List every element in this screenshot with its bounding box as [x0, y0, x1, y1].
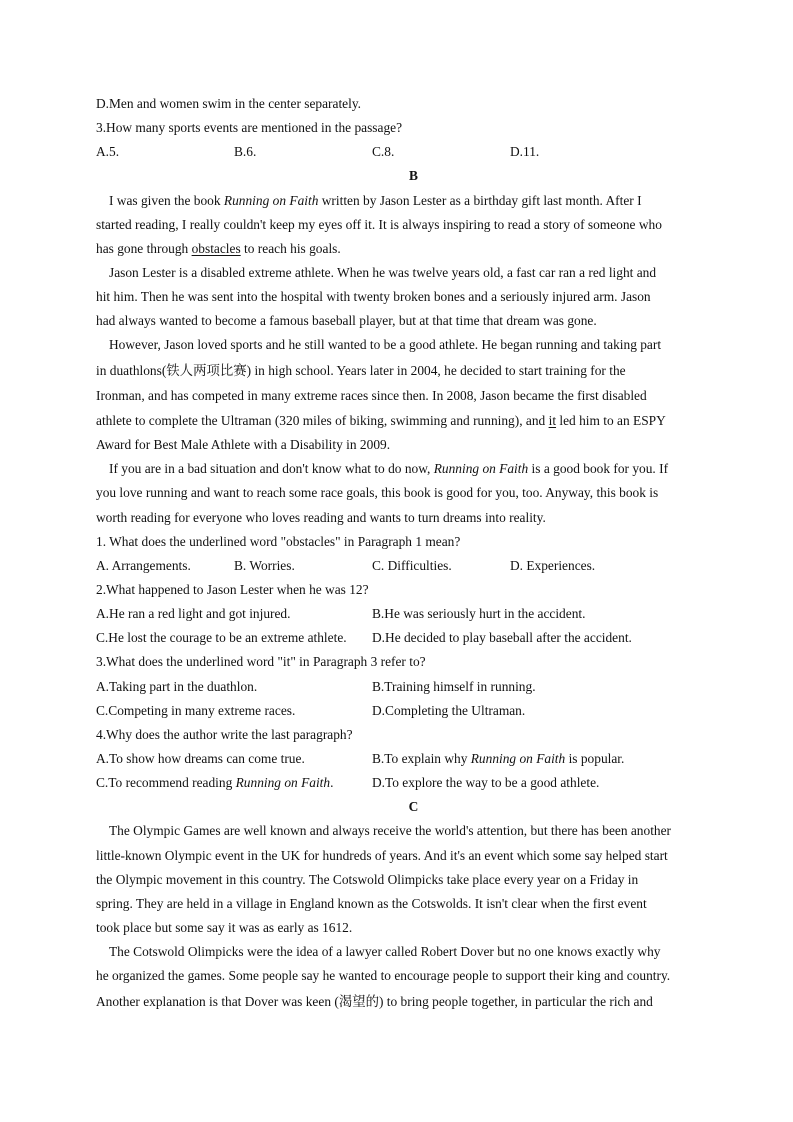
c-p1-line2: little-known Olympic event in the UK for hundreds of years. And it's an event which some say helped start	[96, 848, 668, 863]
b-p1-line3: has gone through obstacles to reach his goals.	[96, 241, 341, 256]
b-p3-line2: in duathlons(铁人两项比赛) in high school. Years later in 2004, he decided to start training for the	[96, 363, 626, 378]
q3a-option-c: C.8.	[372, 144, 395, 159]
b-p3-line5: Award for Best Male Athlete with a Disability in 2009.	[96, 437, 391, 452]
c-p2-line2: he organized the games. Some people say he wanted to encourage people to support their king and country.	[96, 968, 671, 983]
question-b4: 4.Why does the author write the last paragraph?	[96, 727, 353, 742]
b-p2-line3: had always wanted to become a famous baseball player, but at that time that dream was gone.	[96, 313, 597, 328]
b1-option-a: A. Arrangements.	[96, 558, 191, 573]
question-b3: 3.What does the underlined word "it" in Paragraph 3 refer to?	[96, 654, 426, 669]
b3-option-b: B.Training himself in running.	[372, 679, 536, 694]
b4-option-c: C.To recommend reading Running on Faith.	[96, 775, 334, 790]
section-c-heading: C	[408, 799, 419, 814]
q3a-option-d: D.11.	[510, 144, 540, 159]
b4-option-d: D.To explore the way to be a good athlete.	[372, 775, 600, 790]
b1-option-b: B. Worries.	[234, 558, 295, 573]
b-p4-line2: you love running and want to reach some race goals, this book is good for you, too. Anyway, this book is	[96, 485, 659, 500]
underlined-obstacles: obstacles	[191, 241, 241, 256]
question-3-a: 3.How many sports events are mentioned in the passage?	[96, 120, 403, 135]
book-title: Running on Faith	[223, 193, 319, 208]
c-p1-line5: took place but some say it was as early as 1612.	[96, 920, 353, 935]
b-p2-line2: hit him. Then he was sent into the hospital with twenty broken bones and a seriously injured arm. Jason	[96, 289, 651, 304]
q3a-option-a: A.5.	[96, 144, 120, 159]
b1-option-d: D. Experiences.	[510, 558, 596, 573]
b4-option-b: B.To explain why Running on Faith is popular.	[372, 751, 625, 766]
b4-option-a: A.To show how dreams can come true.	[96, 751, 305, 766]
b-p3-line1: However, Jason loved sports and he still wanted to be a good athlete. He began running and taking part	[109, 337, 662, 352]
b2-option-b: B.He was seriously hurt in the accident.	[372, 606, 586, 621]
c-p2-line1: The Cotswold Olimpicks were the idea of a lawyer called Robert Dover but no one knows exactly why	[109, 944, 661, 959]
b-p3-line4: athlete to complete the Ultraman (320 miles of biking, swimming and running), and it led him to an ESPY	[96, 413, 666, 428]
b-p3-line3: Ironman, and has competed in many extreme races since then. In 2008, Jason became the first disabled	[96, 388, 647, 403]
b3-option-a: A.Taking part in the duathlon.	[96, 679, 258, 694]
c-p1-line3: the Olympic movement in this country. The Cotswold Olimpicks take place every year on a Friday in	[96, 872, 639, 887]
c-p1-line1: The Olympic Games are well known and always receive the world's attention, but there has been another	[109, 823, 672, 838]
c-p2-line3: Another explanation is that Dover was keen (渴望的) to bring people together, in particular the rich and	[96, 994, 653, 1009]
b-p1-line1: I was given the book Running on Faith written by Jason Lester as a birthday gift last month. After I	[109, 193, 642, 208]
b3-option-c: C.Competing in many extreme races.	[96, 703, 296, 718]
b1-option-c: C. Difficulties.	[372, 558, 452, 573]
question-b2: 2.What happened to Jason Lester when he was 12?	[96, 582, 369, 597]
b2-option-c: C.He lost the courage to be an extreme athlete.	[96, 630, 347, 645]
b-p2-line1: Jason Lester is a disabled extreme athlete. When he was twelve years old, a fast car ran a red light and	[109, 265, 657, 280]
underlined-it: it	[548, 413, 557, 428]
b-p4-line1: If you are in a bad situation and don't know what to do now, Running on Faith is a good book for you. If	[109, 461, 669, 476]
b2-option-a: A.He ran a red light and got injured.	[96, 606, 291, 621]
q2-option-d: D.Men and women swim in the center separately.	[96, 96, 362, 111]
q3a-option-b: B.6.	[234, 144, 257, 159]
b-p1-line2: started reading, I really couldn't keep my eyes off it. It is always inspiring to read a story of someone who	[96, 217, 662, 232]
question-b1: 1. What does the underlined word "obstacles" in Paragraph 1 mean?	[96, 534, 461, 549]
section-b-heading: B	[409, 168, 418, 183]
c-p1-line4: spring. They are held in a village in England known as the Cotswolds. It isn't clear when the first event	[96, 896, 647, 911]
b2-option-d: D.He decided to play baseball after the accident.	[372, 630, 632, 645]
b3-option-d: D.Completing the Ultraman.	[372, 703, 526, 718]
b-p4-line3: worth reading for everyone who loves reading and wants to turn dreams into reality.	[96, 510, 546, 525]
